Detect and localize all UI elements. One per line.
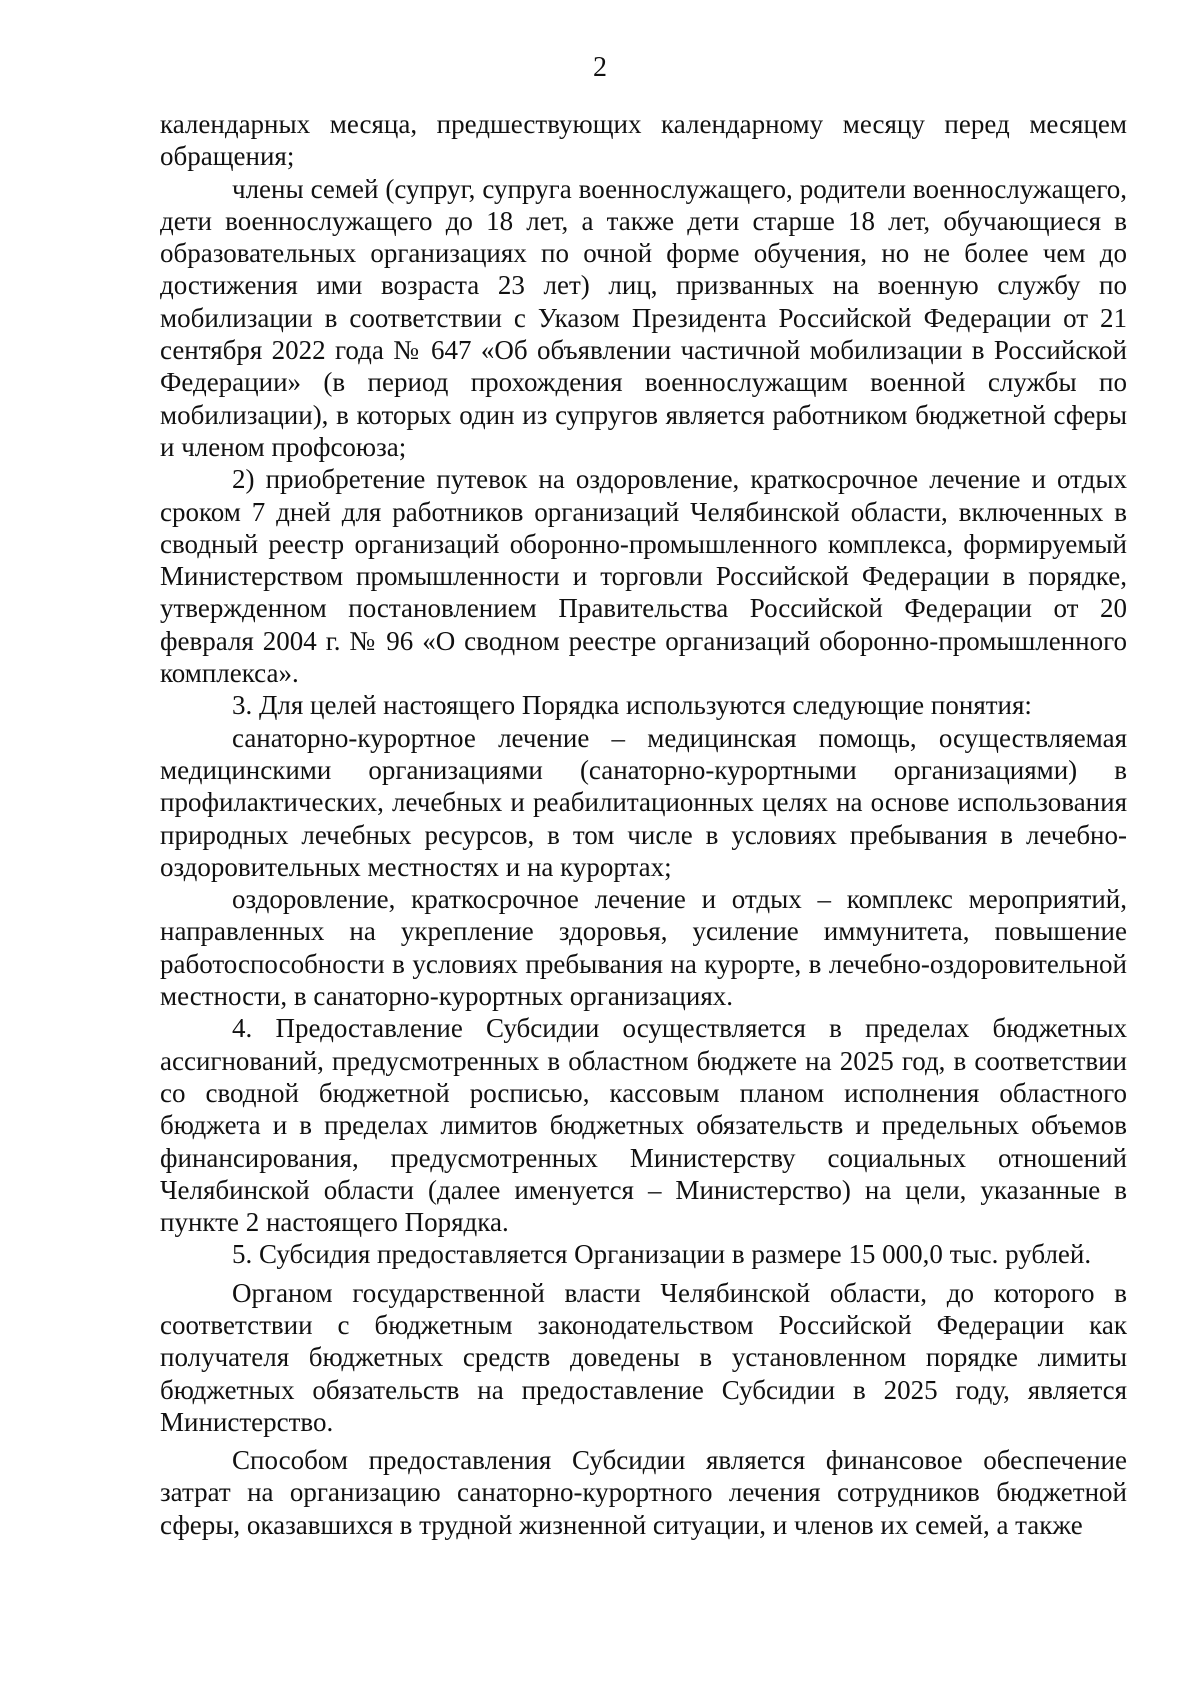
- paragraph-method: Способом предоставления Субсидии является финансовое обеспечение затрат на организацию санаторно-курортного лечения сотрудников бюджетной сферы, оказавшихся в трудной жизненной ситуации, и членов их семей, а также: [160, 1445, 1127, 1540]
- paragraph-item-2: 2) приобретение путевок на оздоровление, краткосрочное лечение и отдых сроком 7 дней для работников организаций Челябинской области, включенных в сводный реестр организаций оборонно-промышленного комплекса, формируемый Министерством промышленности и торговли Российской Федерации в порядке, утвержденном постановлением Правительства Российской Федерации от 20 февраля 2004 г. № 96 «О сводном реестре организаций оборонно-промышленного комплекса».: [160, 464, 1127, 689]
- paragraph-item-5: 5. Субсидия предоставляется Организации в размере 15 000,0 тыс. рублей.: [232, 1239, 1092, 1270]
- paragraph-definition-sanatorium: санаторно-курортное лечение – медицинская помощь, осуществляемая медицинскими организациями (санаторно-курортными организациями) в профилактических, лечебных и реабилитационных целях на основе использования природных лечебных ресурсов, в том числе в условиях пребывания в лечебно-оздоровительных местностях и на курортах;: [160, 722, 1127, 882]
- page-number: 2: [593, 52, 607, 83]
- document-body: [160, 108, 1127, 1541]
- paragraph-definition-recreation: оздоровление, краткосрочное лечение и отдых – комплекс мероприятий, направленных на укрепление здоровья, усиление иммунитета, повышение работоспособности в условиях пребывания на курорте, в лечебно-оздоровительной местности, в санаторно-курортных организациях.: [160, 884, 1127, 1012]
- paragraph-authority: Органом государственной власти Челябинской области, до которого в соответствии с бюджетным законодательством Российской Федерации как получателя бюджетных средств доведены в установленном порядке лимиты бюджетных обязательств на предоставление Субсидии в 2025 году, является Министерство.: [160, 1277, 1127, 1437]
- paragraph-item-4: 4. Предоставление Субсидии осуществляется в пределах бюджетных ассигнований, предусмотренных в областном бюджете на 2025 год, в соответствии со сводной бюджетной росписью, кассовым планом исполнения областного бюджета и в пределах лимитов бюджетных обязательств и предельных объемов финансирования, предусмотренных Министерству социальных отношений Челябинской области (далее именуется – Министерство) на цели, указанные в пункте 2 настоящего Порядка.: [160, 1013, 1127, 1238]
- paragraph-continuation: календарных месяца, предшествующих календарному месяцу перед месяцем обращения;: [160, 109, 1127, 172]
- paragraph-family-members: члены семей (супруг, супруга военнослужащего, родители военнослужащего, дети военнослужащего до 18 лет, а также дети старше 18 лет, обучающиеся в образовательных организациях по очной форме обучения, но не более чем до достижения ими возраста 23 лет) лиц, призванных на военную службу по мобилизации в соответствии с Указом Президента Российской Федерации от 21 сентября 2022 года № 647 «Об объявлении частичной мобилизации в Российской Федерации» (в период прохождения военнослужащим военной службы по мобилизации), в которых один из супругов является работником бюджетной сферы и членом профсоюза;: [160, 173, 1127, 462]
- paragraph-item-3: 3. Для целей настоящего Порядка используются следующие понятия:: [232, 690, 1032, 721]
